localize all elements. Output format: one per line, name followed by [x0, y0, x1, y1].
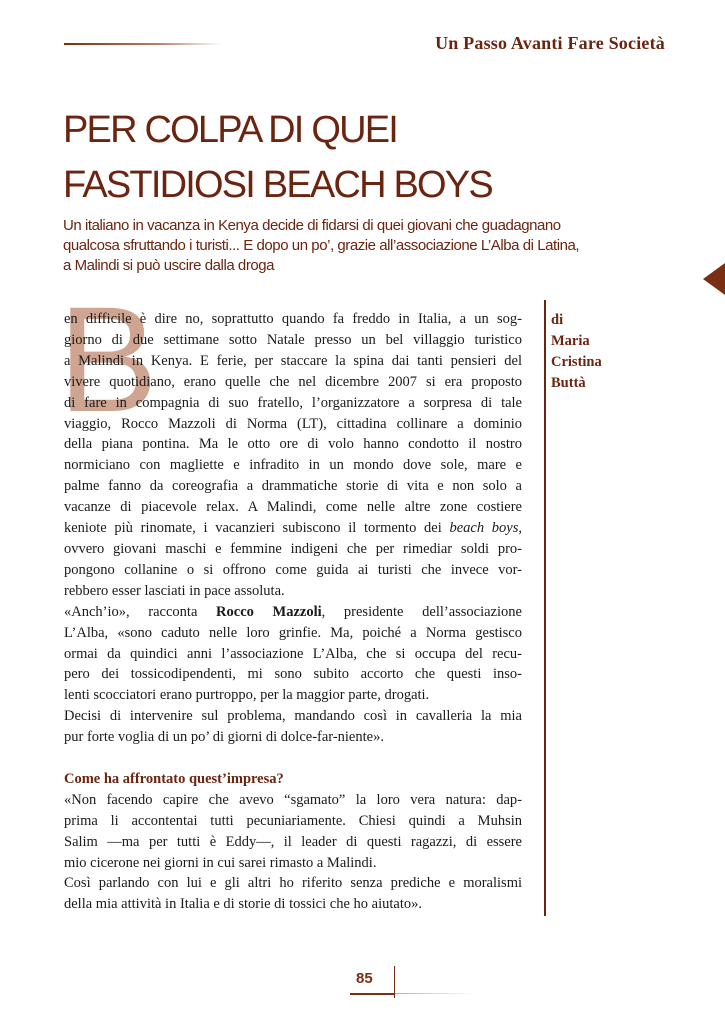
- author-byline: [551, 310, 602, 394]
- paragraph-1: [64, 309, 522, 602]
- body-line: rebbero esser lasciati in pace assoluta.: [64, 582, 285, 599]
- article-title-line-2: FASTIDIOSI BEACH BOYS: [63, 164, 492, 206]
- author-column-rule: [544, 300, 546, 916]
- body-line: Così parlando con lui e gli altri ho riferito senza prediche e moralismi: [64, 875, 522, 892]
- body-line: della mia attività in Italia e di storie di tossici che ho aiutato».: [64, 896, 422, 913]
- subtitle-line-2: qualcosa sfruttando i turisti... E dopo un po’, grazie all’associazione L’Alba di Latina,: [63, 237, 580, 254]
- body-line: [64, 602, 522, 623]
- body-line: en difficile è dire no, soprattutto quando fa freddo in Italia, a un sog-: [64, 311, 522, 327]
- body-line: giorno di due settimane sotto Natale presso un bel villaggio turistico: [64, 331, 522, 348]
- page-number-rule: [350, 993, 394, 995]
- body-line: pero dei tossicodipendenti, mi sono subito accorto che questi inso-: [64, 666, 522, 683]
- body-text-segment: , presidente dell’associazione: [321, 603, 522, 620]
- body-line: normiciano con magliette e infradito in un mondo dove sole, mare e: [64, 457, 522, 474]
- body-line: di fare in compagnia di suo fratello, l’organizzatore a sorpresa di tale: [64, 394, 522, 411]
- body-line: pur forte voglia di un po’ di giorni di dolce-far-niente».: [64, 729, 384, 746]
- body-line: mio cicerone nei giorni in cui sarei rimasto a Malindi.: [64, 854, 377, 871]
- subtitle-line-1: Un italiano in vacanza in Kenya decide di fidarsi di quei giovani che guadagnano: [63, 217, 561, 234]
- body-line: prima li accontentai tutti pecuniariamente. Chiesi quindi a Muhsin: [64, 812, 522, 829]
- interview-question: Come ha affrontato quest’impresa?: [64, 770, 284, 787]
- article-body: [64, 309, 522, 915]
- author-first-name: Maria: [551, 333, 590, 349]
- body-line: ormai da quindici anni l’associazione L’Alba, che si occupa del recu-: [64, 645, 522, 662]
- body-line: L’Alba, «sono caduto nelle loro grinfie. Ma, poiché a Norma gestisco: [64, 624, 522, 641]
- side-tab-marker: [703, 263, 725, 295]
- subtitle-line-3: a Malindi si può uscire dalla droga: [63, 257, 275, 274]
- body-line: lenti scocciatori erano purtroppo, per la maggior parte, drogati.: [64, 687, 430, 704]
- body-line: [64, 518, 522, 539]
- author-last-name: Buttà: [551, 375, 586, 391]
- series-title: Un Passo Avanti Fare Società: [435, 33, 665, 53]
- body-line: Decisi di intervenire sul problema, mandando così in cavalleria la mia: [64, 708, 522, 725]
- drop-cap: B: [58, 275, 159, 443]
- page-number-fade-rule: [395, 993, 475, 994]
- body-text-segment: «Anch’io», racconta: [64, 603, 217, 620]
- body-line: palme fanno da coreografia a drammatiche storie di vita e non solo a: [64, 478, 522, 495]
- body-line: viaggio, Rocco Mazzoli di Norma (LT), cittadina collinare a dominio: [64, 415, 522, 432]
- body-line: Salim —ma per tutti è Eddy—, il leader di questi ragazzi, di essere: [64, 833, 522, 850]
- article-title-line-1: PER COLPA DI QUEI: [63, 109, 398, 151]
- interview-answer: [64, 790, 522, 915]
- body-text-segment: keniote più rinomate, i vacanzieri subiscono il tormento dei: [64, 520, 450, 537]
- author-middle-name: Cristina: [551, 354, 602, 370]
- body-line: «Non facendo capire che avevo “sgamato” la loro vera natura: dap-: [64, 791, 522, 808]
- italic-term: beach boys,: [449, 520, 523, 537]
- paragraph-2: [64, 602, 522, 748]
- page-number: 85: [356, 970, 373, 987]
- body-line: a Malindi in Kenya. E ferie, per staccare la spina dai tanti pensieri del: [64, 352, 522, 369]
- body-line: della piana pontina. Ma le otto ore di volo hanno condotto il nostro: [64, 436, 522, 453]
- article-title: [63, 103, 663, 213]
- body-line: ovvero giovani maschi e femmine indigeni che per rimediar soldi pro-: [64, 540, 522, 557]
- body-line: pongono collanine o si offrono come guida ai turisti che invece vor-: [64, 561, 522, 578]
- body-line: vivere quotidiano, erano quelle che nel dicembre 2007 si era proposto: [64, 373, 522, 390]
- author-by: di: [551, 312, 564, 328]
- interviewee-name: Rocco Mazzoli: [216, 603, 322, 620]
- header-rule: [64, 43, 222, 45]
- article-subtitle: [63, 216, 691, 276]
- body-line: vacanze di piacevole relax. A Malindi, come nelle altre zone costiere: [64, 499, 522, 516]
